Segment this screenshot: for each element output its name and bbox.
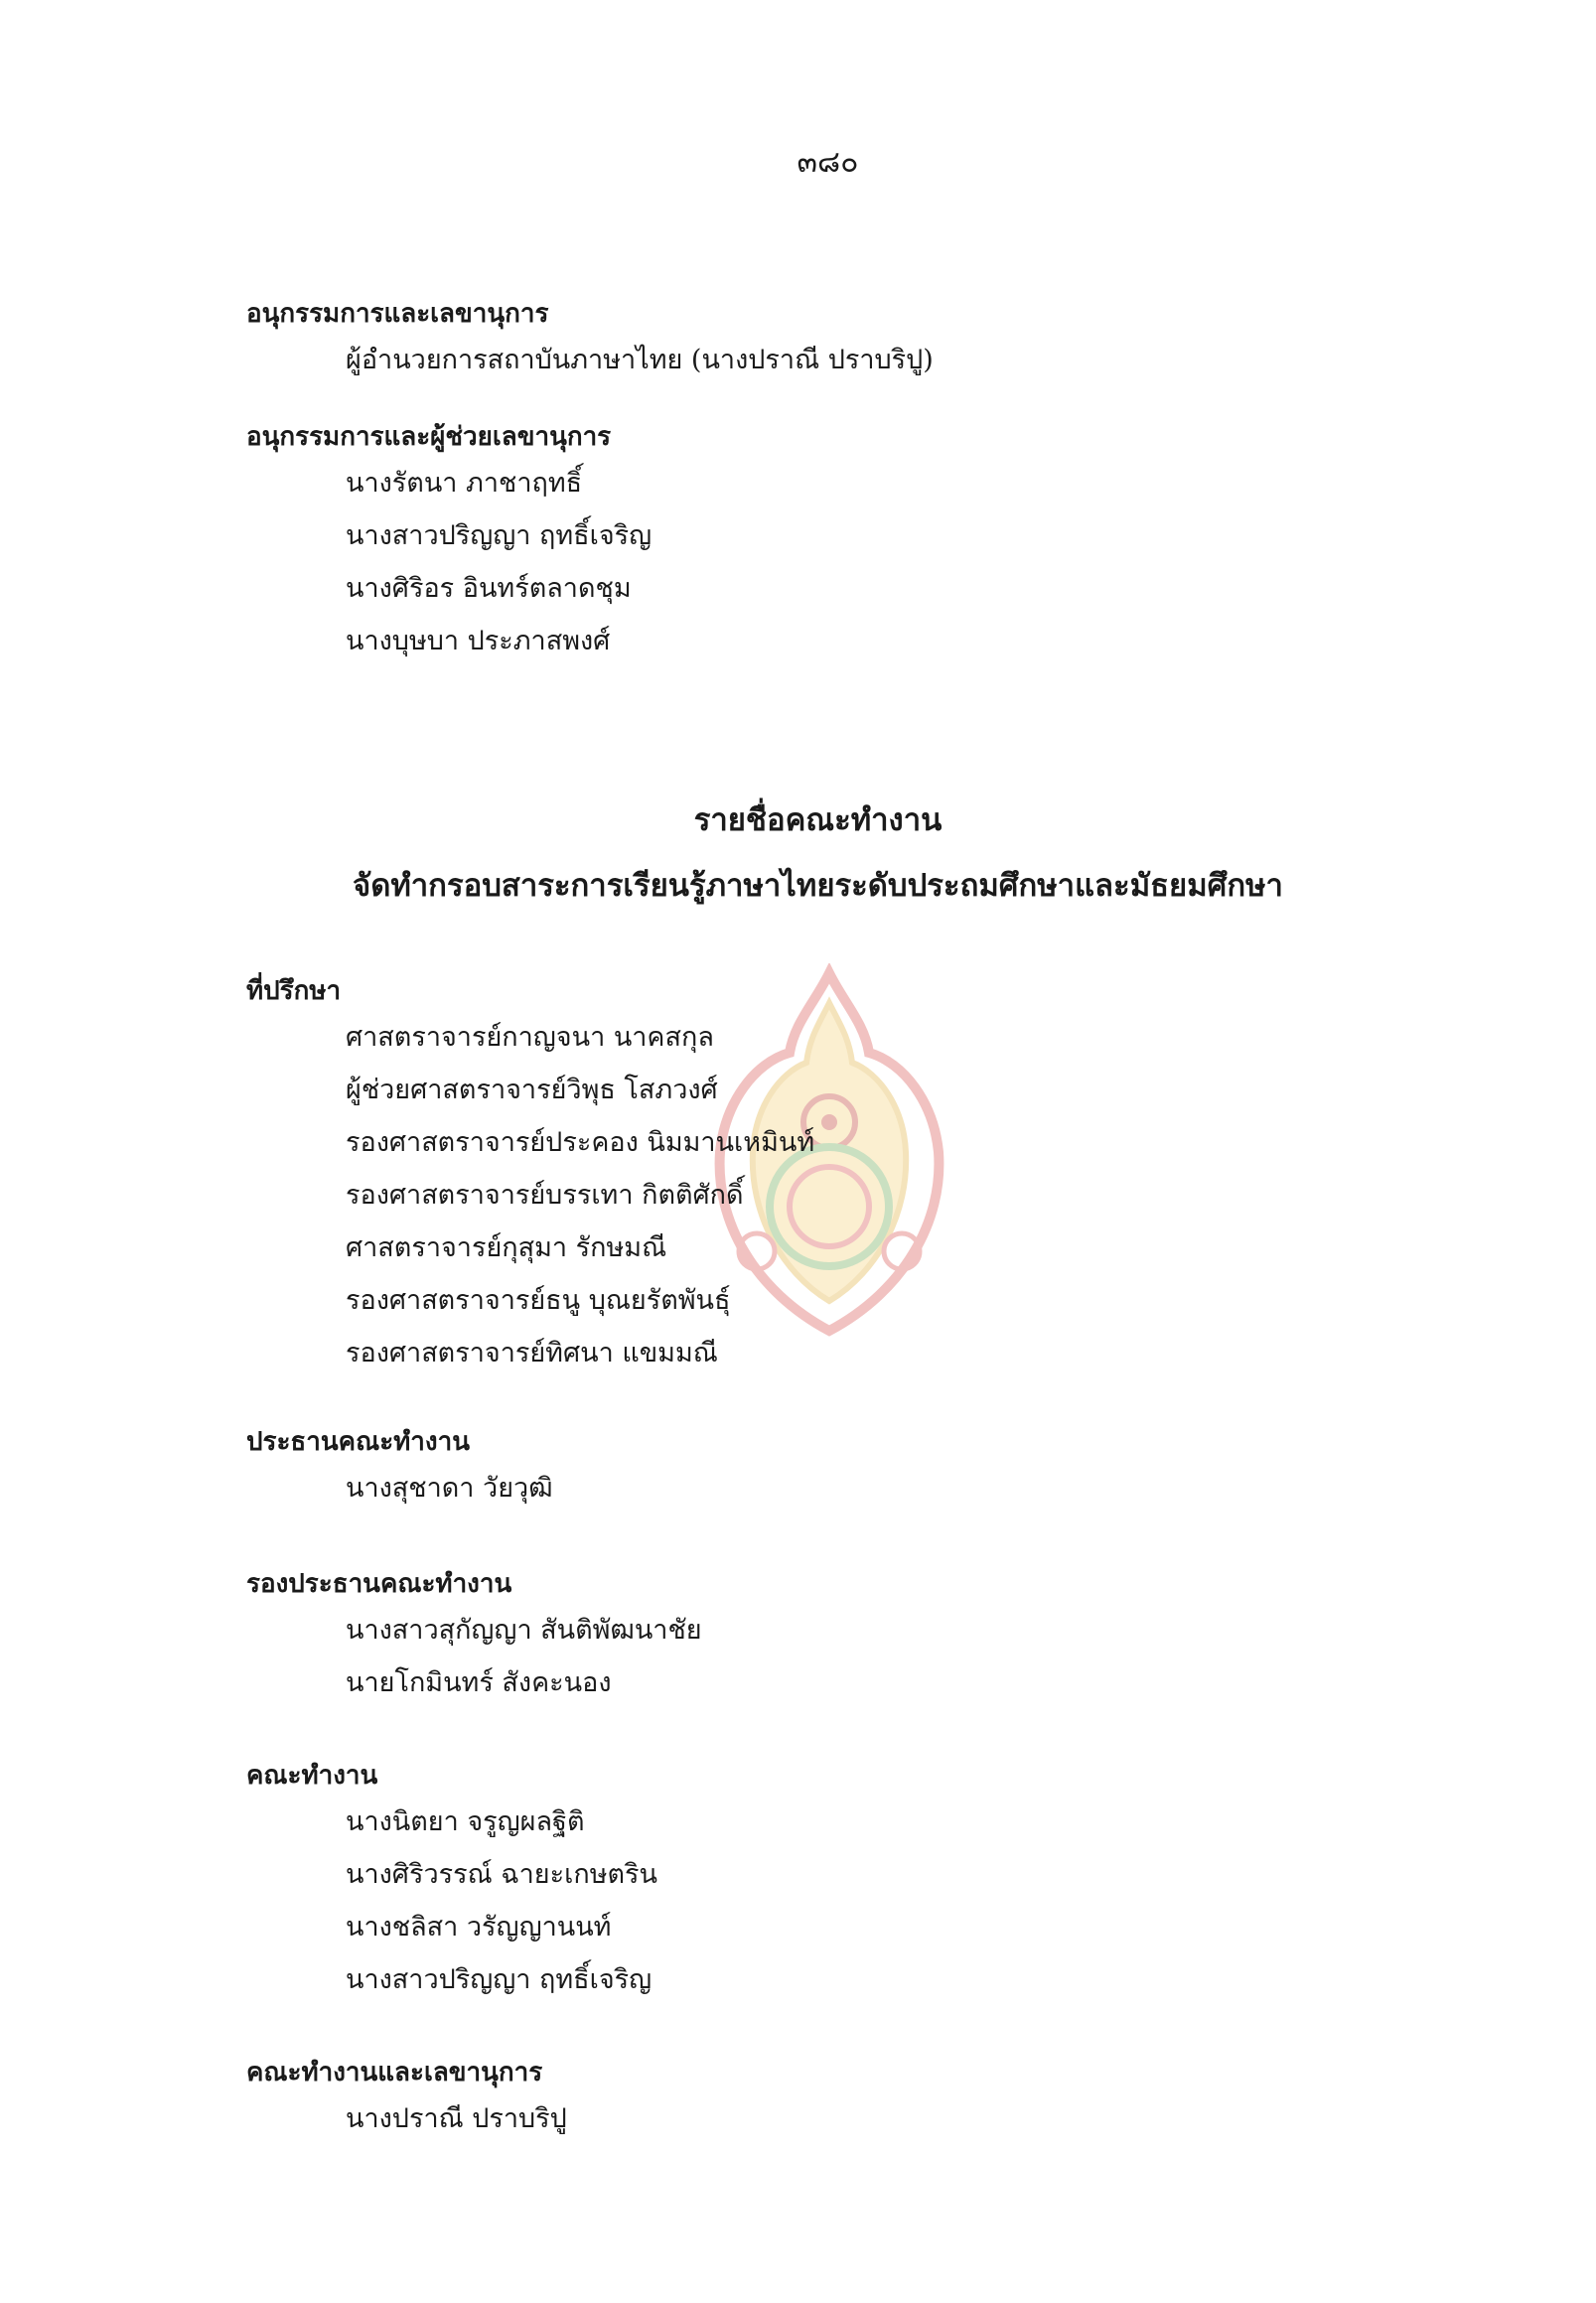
list-item: รองศาสตราจารย์ประคอง นิมมานเหมินท์: [346, 1127, 815, 1158]
list-item: รองศาสตราจารย์บรรเทา กิตติศักดิ์: [346, 1180, 744, 1211]
section-assistant-secretary: [246, 417, 1438, 667]
list-item: ผู้อำนวยการสถาบันภาษาไทย (นางปราณี ปราบริปู): [346, 345, 934, 375]
list-item: รองศาสตราจารย์ธนู บุณยรัตพันธุ์: [346, 1285, 731, 1316]
list-item: ศาสตราจารย์กาญจนา นาคสกุล: [346, 1022, 714, 1053]
list-item: นางสาวปริญญา ฤทธิ์เจริญ: [346, 520, 653, 551]
section-heading: ประธานคณะทำงาน: [246, 1427, 470, 1457]
section-working-group: [246, 1756, 1438, 2006]
list-item: นางศิริอร อินทร์ตลาดชุม: [346, 573, 632, 604]
list-item: นางนิตยา จรูญผลฐิติ: [346, 1806, 585, 1837]
list-item: รองศาสตราจารย์ทิศนา แขมมณี: [346, 1338, 718, 1368]
title-line-1: รายชื่อคณะทำงาน: [693, 802, 943, 838]
list-item: นางสาวปริญญา ฤทธิ์เจริญ: [346, 1964, 653, 1995]
section-heading: รองประธานคณะทำงาน: [246, 1569, 512, 1599]
list-item: นางรัตนา ภาชาฤทธิ์: [346, 468, 583, 499]
section-vice-chair: [246, 1564, 1438, 1709]
list-item: ศาสตราจารย์กุสุมา รักษมณี: [346, 1232, 667, 1263]
section-heading: อนุกรรมการและผู้ช่วยเลขานุการ: [246, 422, 612, 452]
section-heading: ที่ปรึกษา: [246, 976, 342, 1006]
section-working-group-secretary: [246, 2053, 1438, 2145]
section-advisors: [246, 971, 1438, 1379]
list-item: นายโกมินทร์ สังคะนอง: [346, 1667, 612, 1698]
list-item: นางสาวสุกัญญา สันติพัฒนาชัย: [346, 1615, 702, 1646]
section-chair: [246, 1422, 1438, 1514]
list-item: นางชลิสา วรัญญานนท์: [346, 1912, 612, 1943]
list-item: นางปราณี ปราบริปู: [346, 2103, 567, 2134]
title-line-2: จัดทำกรอบสาระการเรียนรู้ภาษาไทยระดับประถมศึกษาและมัธยมศึกษา: [353, 868, 1283, 904]
list-item: นางบุษบา ประภาสพงศ์: [346, 626, 611, 656]
list-item: นางศิริวรรณ์ ฉายะเกษตริน: [346, 1859, 657, 1890]
list-item: นางสุชาดา วัยวุฒิ: [346, 1473, 553, 1504]
section-secretary: [246, 294, 1438, 386]
section-heading: คณะทำงานและเลขานุการ: [246, 2058, 543, 2087]
list-item: ผู้ช่วยศาสตราจารย์วิพุธ โสภวงศ์: [346, 1075, 718, 1105]
section-heading: คณะทำงาน: [246, 1761, 378, 1791]
section-heading: อนุกรรมการและเลขานุการ: [246, 299, 549, 329]
page-number: ๓๘๐: [797, 145, 859, 180]
